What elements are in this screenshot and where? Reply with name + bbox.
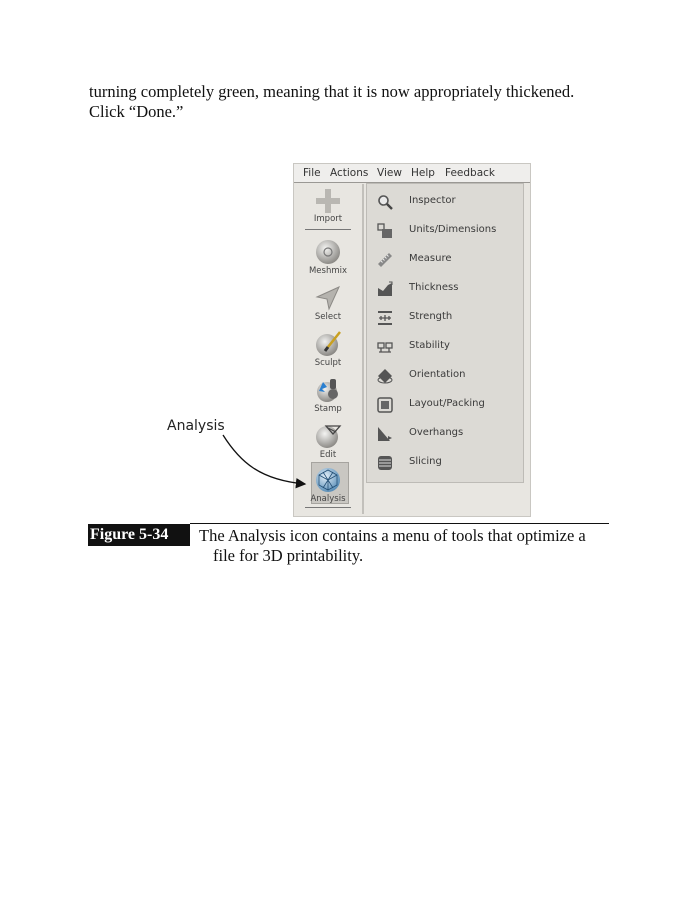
submenu-label: Overhangs <box>409 427 464 438</box>
tool-meshmix-label: Meshmix <box>308 266 348 276</box>
tool-analysis-label: Analysis <box>310 494 346 504</box>
submenu-item-slicing[interactable] <box>367 450 523 476</box>
menu-actions[interactable]: Actions <box>330 167 369 179</box>
submenu-item-inspector[interactable] <box>367 189 523 215</box>
tool-select-label: Select <box>314 312 342 322</box>
submenu-item-layout-packing[interactable] <box>367 392 523 418</box>
figure-label: Figure 5-34 <box>88 524 190 546</box>
submenu-label: Strength <box>409 311 453 322</box>
menu-help[interactable]: Help <box>411 167 435 179</box>
paragraph-line-1: turning completely green, meaning that it is now appropriately thickened. <box>89 82 575 101</box>
submenu-label: Stability <box>409 340 450 351</box>
analysis-sphere-icon <box>314 466 342 494</box>
caption-line-1: The Analysis icon contains a menu of tools that optimize a <box>199 526 586 545</box>
submenu-item-stability[interactable] <box>367 334 523 360</box>
submenu-item-units-dimensions[interactable] <box>367 218 523 244</box>
meshmix-sphere-icon <box>314 238 342 266</box>
tool-meshmix[interactable] <box>297 238 359 276</box>
tool-edit-label: Edit <box>319 450 337 460</box>
submenu-item-measure[interactable] <box>367 247 523 273</box>
edit-sphere-icon <box>314 422 342 450</box>
overhangs-icon <box>377 426 393 442</box>
tool-stamp-label: Stamp <box>314 404 342 414</box>
submenu-label: Units/Dimensions <box>409 224 497 235</box>
submenu-label: Thickness <box>409 282 459 293</box>
tool-import-label: Import <box>313 214 343 224</box>
callout-label: Analysis <box>167 418 225 434</box>
strength-icon <box>377 310 393 326</box>
submenu-item-thickness[interactable] <box>367 276 523 302</box>
menu-bar <box>294 164 530 183</box>
menu-feedback[interactable]: Feedback <box>445 167 496 179</box>
submenu-item-strength[interactable] <box>367 305 523 331</box>
tool-stamp[interactable] <box>297 376 359 414</box>
select-arrow-icon <box>314 284 342 312</box>
thickness-icon <box>377 281 393 297</box>
submenu-item-overhangs[interactable] <box>367 421 523 447</box>
units-dimensions-icon <box>377 223 393 239</box>
figure-caption <box>199 526 619 566</box>
callout-arrow-icon <box>215 432 315 492</box>
stamp-icon <box>314 376 342 404</box>
caption-line-2: file for 3D printability. <box>213 546 364 565</box>
menu-view[interactable]: View <box>377 167 402 179</box>
caption-rule <box>190 523 609 524</box>
slicing-icon <box>377 455 393 471</box>
ruler-icon <box>377 252 393 268</box>
tool-divider <box>305 229 351 230</box>
tool-sculpt-label: Sculpt <box>314 358 342 368</box>
submenu-label: Orientation <box>409 369 466 380</box>
tool-divider <box>305 507 351 508</box>
submenu-label: Layout/Packing <box>409 398 485 409</box>
magnifier-icon <box>377 194 393 210</box>
layout-packing-icon <box>377 397 393 413</box>
sculpt-brush-icon <box>314 330 342 358</box>
submenu-label: Measure <box>409 253 452 264</box>
stability-icon <box>377 339 393 355</box>
submenu-item-orientation[interactable] <box>367 363 523 389</box>
meshmixer-screenshot <box>293 163 531 517</box>
submenu-label: Inspector <box>409 195 456 206</box>
body-paragraph <box>89 82 619 122</box>
panel-divider <box>362 184 364 514</box>
submenu-label: Slicing <box>409 456 442 467</box>
tool-sculpt[interactable] <box>297 330 359 368</box>
paragraph-line-2: Click “Done.” <box>89 102 184 121</box>
orientation-icon <box>377 368 393 384</box>
plus-icon <box>315 188 341 214</box>
tool-import[interactable] <box>297 188 359 224</box>
analysis-submenu <box>366 183 524 483</box>
menu-file[interactable]: File <box>303 167 321 179</box>
tool-select[interactable] <box>297 284 359 322</box>
